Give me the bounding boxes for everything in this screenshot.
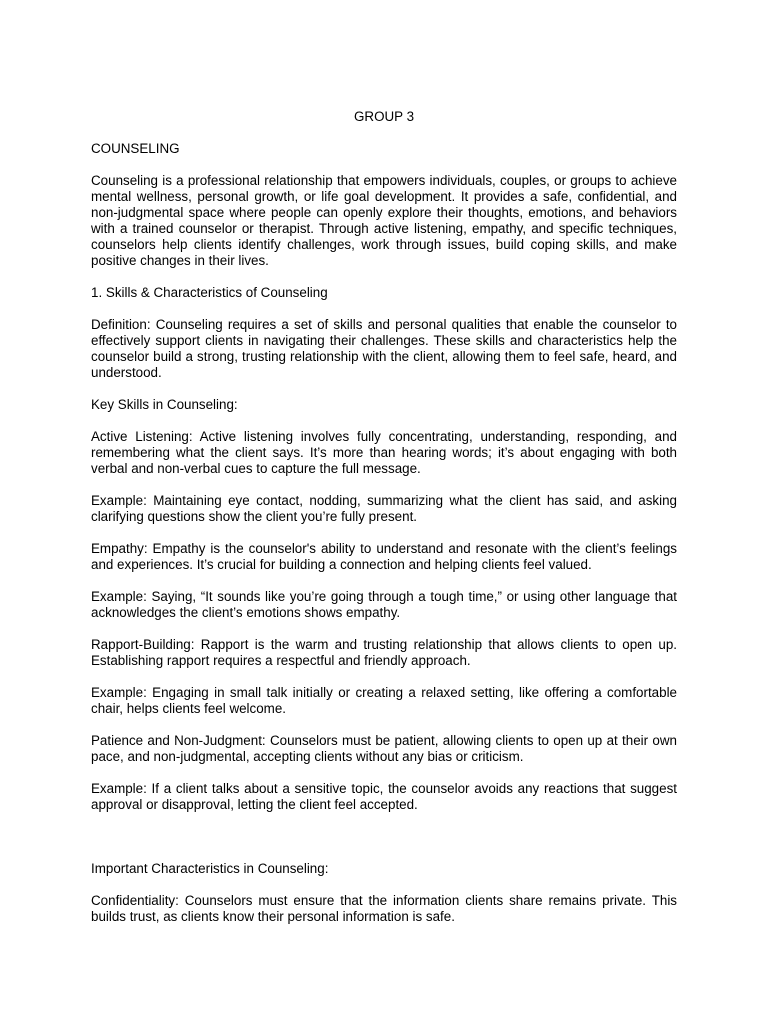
active-listening-paragraph: Active Listening: Active listening involves fully concentrating, understanding, responding, and remembering what the client says. It’s more than hearing words; it’s about engaging with both verbal and non-verbal cues to capture the full message. [91, 429, 677, 476]
characteristics-heading: Important Characteristics in Counseling: [91, 861, 329, 876]
empathy-paragraph: Empathy: Empathy is the counselor's ability to understand and resonate with the client’s feelings and experiences. It’s crucial for building a connection and helping clients feel valued. [91, 541, 677, 572]
intro-paragraph: Counseling is a professional relationship that empowers individuals, couples, or groups to achieve mental wellness, personal growth, or life goal development. It provides a safe, confidential, and non-judgmental space where people can openly explore their thoughts, emotions, and behaviors with a trained counselor or therapist. Through active listening, empathy, and specific techniques, counselors help clients identify challenges, work through issues, build coping skills, and make positive changes in their lives. [91, 173, 677, 268]
patience-paragraph: Patience and Non-Judgment: Counselors must be patient, allowing clients to open up at their own pace, and non-judgmental, accepting clients without any bias or criticism. [91, 733, 677, 764]
active-listening-example: Example: Maintaining eye contact, nodding, summarizing what the client has said, and asking clarifying questions show the client you’re fully present. [91, 493, 677, 524]
document-body [91, 109, 677, 941]
rapport-example: Example: Engaging in small talk initially or creating a relaxed setting, like offering a comfortable chair, helps clients feel welcome. [91, 685, 677, 716]
definition-paragraph: Definition: Counseling requires a set of skills and personal qualities that enable the counselor to effectively support clients in navigating their challenges. These skills and characteristics help the counselor build a strong, trusting relationship with the client, allowing them to feel safe, heard, and understood. [91, 317, 677, 380]
subheading-skills-characteristics: 1. Skills & Characteristics of Counseling [91, 285, 328, 300]
section-heading: COUNSELING [91, 141, 180, 156]
confidentiality-paragraph: Confidentiality: Counselors must ensure that the information clients share remains private. This builds trust, as clients know their personal information is safe. [91, 893, 677, 924]
document-title: GROUP 3 [353, 109, 415, 124]
key-skills-heading: Key Skills in Counseling: [91, 397, 238, 412]
rapport-paragraph: Rapport-Building: Rapport is the warm and trusting relationship that allows clients to open up. Establishing rapport requires a respectful and friendly approach. [91, 637, 677, 668]
empathy-example: Example: Saying, “It sounds like you’re going through a tough time,” or using other language that acknowledges the client’s emotions shows empathy. [91, 589, 677, 620]
patience-example: Example: If a client talks about a sensitive topic, the counselor avoids any reactions that suggest approval or disapproval, letting the client feel accepted. [91, 781, 677, 812]
